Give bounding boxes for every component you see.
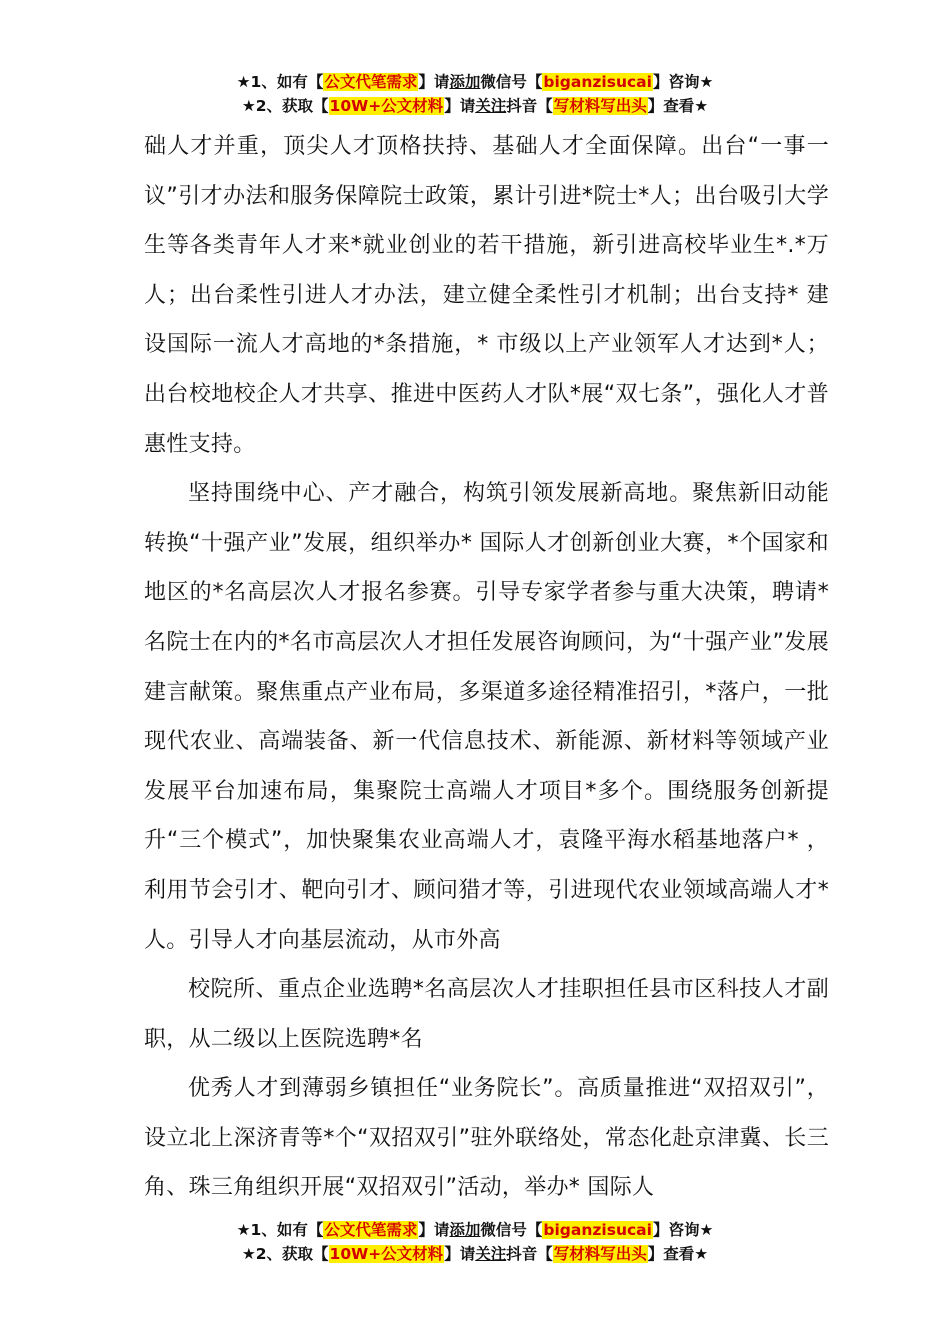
- banner-text: 微信号【: [480, 73, 543, 91]
- banner-text: ★1、如有【: [236, 73, 324, 91]
- banner-text: 抖音【: [506, 1245, 553, 1263]
- banner-text: 】咨询★: [652, 1221, 714, 1239]
- banner-text: ★2、获取【: [241, 97, 329, 115]
- highlight-service: 公文代笔需求: [324, 73, 418, 91]
- highlight-wechat-id: biganzisucai: [543, 73, 652, 91]
- banner-text: 】咨询★: [652, 73, 714, 91]
- underlined-text: 添加: [449, 73, 481, 91]
- highlight-douyin: 写材料写出头: [553, 97, 647, 115]
- banner-text: 】请: [444, 97, 476, 115]
- header-banner: [0, 70, 950, 118]
- banner-line-2: [0, 1242, 950, 1266]
- highlight-service: 公文代笔需求: [324, 1221, 418, 1239]
- banner-text: 】请: [444, 1245, 476, 1263]
- banner-text: ★1、如有【: [236, 1221, 324, 1239]
- banner-line-2: [0, 94, 950, 118]
- paragraph: 优秀人才到薄弱乡镇担任“业务院长”。高质量推进“双招双引”，设立北上深济青等*个“双招双引”驻外联络处，常态化赴京津冀、长三角、珠三角组织开展“双招双引”活动，举办* 国际人: [144, 1076, 829, 1201]
- paragraph: 坚持围绕中心、产才融合，构筑引领发展新高地。聚焦新旧动能转换“十强产业”发展，组织举办* 国际人才创新创业大赛，*个国家和地区的*名高层次人才报名参赛。引导专家学者参与重大决策，聘请*名院士在内的*名市高层次人才担任发展咨询顾问，为“十强产业”发展建言献策。聚焦重点产业布局，多渠道多途径精准招引，*落户，一批现代农业、高端装备、新一代信息技术、新能源、新材料等领域产业发展平台加速布局，集聚院士高端人才项目*多个。围绕服务创新提升“三个模式”，加快聚集农业高端人才，袁隆平海水稻基地落户* ，利用节会引才、靶向引才、顾问猎才等，引进现代农业领域高端人才*人。引导人才向基层流动，从市外高: [144, 481, 829, 953]
- banner-line-1: [0, 70, 950, 94]
- highlight-wechat-id: biganzisucai: [543, 1221, 652, 1239]
- highlight-douyin: 写材料写出头: [553, 1245, 647, 1263]
- banner-text: 抖音【: [506, 97, 553, 115]
- underlined-text: 添加: [449, 1221, 481, 1239]
- highlight-materials: 10W+公文材料: [329, 97, 444, 115]
- paragraph: 础人才并重，顶尖人才顶格扶持、基础人才全面保障。出台“一事一议”引才办法和服务保障院士政策，累计引进*院士*人；出台吸引大学生等各类青年人才来*就业创业的若干措施，新引进高校毕业生*.*万人；出台柔性引进人才办法，建立健全柔性引才机制；出台支持* 建设国际一流人才高地的*条措施，* 市级以上产业领军人才达到*人；出台校地校企人才共享、推进中医药人才队*展“双七条”，强化人才普惠性支持。: [144, 134, 829, 457]
- banner-text: 】请: [418, 1221, 450, 1239]
- underlined-text: 关注: [475, 1245, 507, 1263]
- banner-text: ★2、获取【: [241, 1245, 329, 1263]
- banner-line-1: [0, 1218, 950, 1242]
- banner-text: 】查看★: [647, 1245, 709, 1263]
- paragraph: 校院所、重点企业选聘*名高层次人才挂职担任县市区科技人才副职，从二级以上医院选聘*名: [144, 977, 829, 1052]
- document-body: [144, 122, 829, 1213]
- banner-text: 】查看★: [647, 97, 709, 115]
- banner-text: 微信号【: [480, 1221, 543, 1239]
- footer-banner: [0, 1218, 950, 1266]
- highlight-materials: 10W+公文材料: [329, 1245, 444, 1263]
- underlined-text: 关注: [475, 97, 507, 115]
- banner-text: 】请: [418, 73, 450, 91]
